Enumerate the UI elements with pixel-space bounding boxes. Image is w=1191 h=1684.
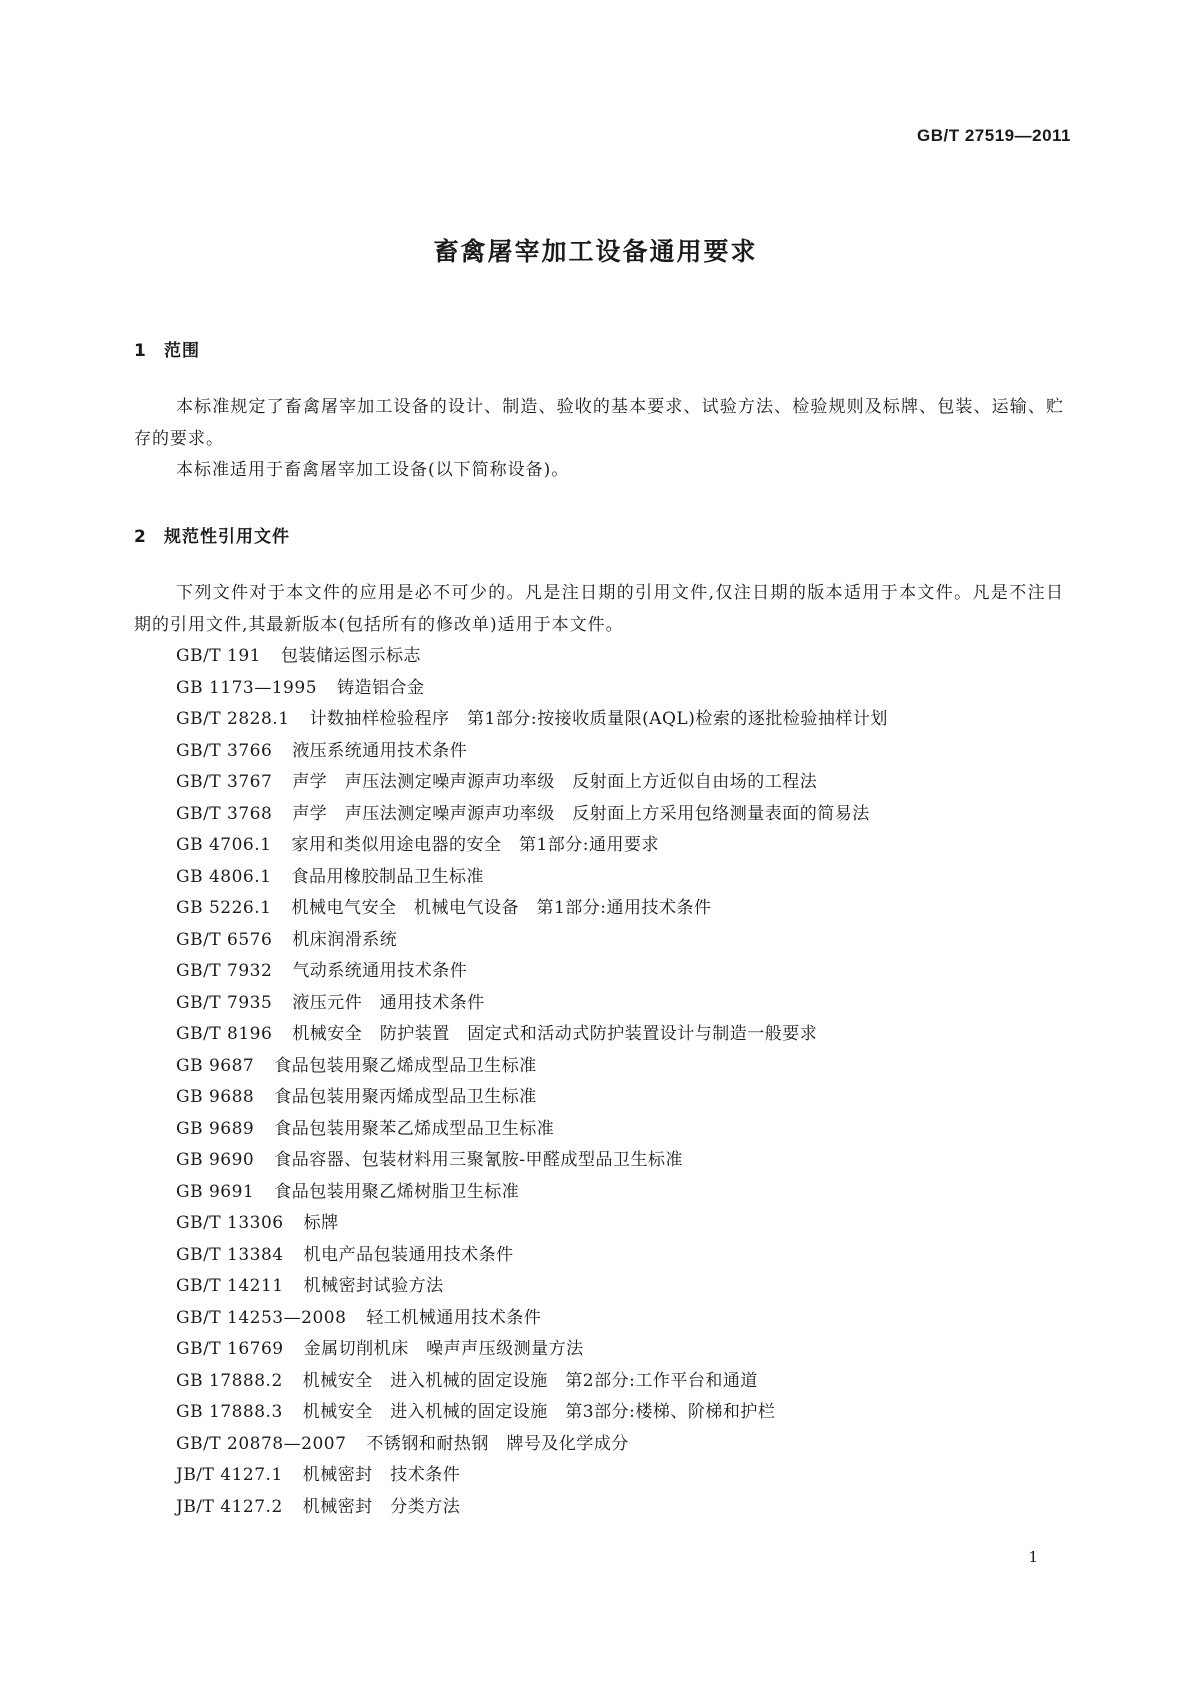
paragraph: 本标准规定了畜禽屠宰加工设备的设计、制造、验收的基本要求、试验方法、检验规则及标牌、包装、运输、贮存的要求。 bbox=[134, 397, 1064, 449]
reference-title: 金属切削机床 噪声声压级测量方法 bbox=[303, 1339, 584, 1359]
reference-code: GB/T 3768 bbox=[176, 803, 273, 824]
reference-code: GB/T 2828.1 bbox=[176, 709, 290, 729]
document-title: 畜禽屠宰加工设备通用要求 bbox=[433, 237, 758, 266]
reference-code: GB 4806.1 bbox=[176, 866, 272, 887]
reference-item bbox=[176, 673, 888, 705]
reference-title: 机械密封试验方法 bbox=[303, 1276, 444, 1296]
reference-item bbox=[176, 1208, 888, 1240]
section-number: 2 bbox=[134, 527, 147, 547]
reference-item bbox=[176, 704, 888, 736]
reference-title: 液压元件 通用技术条件 bbox=[292, 992, 485, 1013]
reference-item bbox=[176, 736, 888, 768]
reference-item bbox=[176, 1177, 888, 1209]
reference-item bbox=[176, 956, 888, 988]
reference-title: 食品用橡胶制品卫生标准 bbox=[291, 866, 484, 887]
reference-title: 液压系统通用技术条件 bbox=[292, 740, 468, 761]
reference-item bbox=[176, 925, 888, 957]
reference-item bbox=[176, 1240, 888, 1272]
reference-title: 食品包装用聚丙烯成型品卫生标准 bbox=[274, 1087, 537, 1107]
reference-item bbox=[176, 1303, 888, 1335]
reference-title: 轻工机械通用技术条件 bbox=[366, 1307, 542, 1328]
reference-title: 包装储运图示标志 bbox=[281, 646, 421, 666]
reference-code: GB/T 7935 bbox=[176, 992, 273, 1013]
reference-code: GB/T 14211 bbox=[176, 1276, 284, 1296]
reference-code: GB/T 3767 bbox=[176, 772, 273, 792]
reference-item bbox=[176, 1460, 888, 1492]
reference-code: GB/T 13306 bbox=[176, 1213, 284, 1233]
page-number: 1 bbox=[1028, 1548, 1038, 1566]
reference-title: 机械安全 进入机械的固定设施 第2部分:工作平台和通道 bbox=[302, 1370, 758, 1391]
reference-item bbox=[176, 799, 888, 831]
reference-code: GB 17888.2 bbox=[176, 1370, 283, 1391]
reference-title: 机电产品包装通用技术条件 bbox=[303, 1244, 514, 1265]
reference-title: 家用和类似用途电器的安全 第1部分:通用要求 bbox=[291, 835, 660, 855]
reference-item bbox=[176, 767, 888, 799]
reference-item bbox=[176, 830, 888, 862]
reference-title: 机械密封 分类方法 bbox=[302, 1496, 461, 1517]
reference-item bbox=[176, 1429, 888, 1461]
paragraph: 本标准适用于畜禽屠宰加工设备(以下简称设备)。 bbox=[176, 460, 570, 480]
reference-item bbox=[176, 1271, 888, 1303]
reference-code: JB/T 4127.2 bbox=[176, 1496, 283, 1517]
section-title: 规范性引用文件 bbox=[164, 527, 290, 547]
standard-code: GB/T 27519—2011 bbox=[917, 126, 1071, 145]
reference-item bbox=[176, 1397, 888, 1429]
reference-title: 气动系统通用技术条件 bbox=[292, 961, 468, 981]
reference-item bbox=[176, 862, 888, 894]
reference-code: GB 17888.3 bbox=[176, 1402, 283, 1422]
reference-code: GB/T 6576 bbox=[176, 929, 273, 950]
reference-title: 食品包装用聚乙烯成型品卫生标准 bbox=[274, 1055, 537, 1076]
section-heading-scope bbox=[134, 336, 200, 361]
reference-item bbox=[176, 1334, 888, 1366]
paragraph: 下列文件对于本文件的应用是必不可少的。凡是注日期的引用文件,仅注日期的版本适用于本文件。凡是不注日期的引用文件,其最新版本(包括所有的修改单)适用于本文件。 bbox=[134, 583, 1064, 635]
section-heading-normative-references bbox=[134, 522, 290, 547]
reference-item bbox=[176, 1145, 888, 1177]
reference-code: GB 9691 bbox=[176, 1181, 255, 1202]
reference-item bbox=[176, 1492, 888, 1524]
reference-item bbox=[176, 988, 888, 1020]
reference-title: 不锈钢和耐热钢 牌号及化学成分 bbox=[366, 1433, 629, 1454]
reference-code: GB 1173—1995 bbox=[176, 677, 318, 698]
reference-title: 机械安全 进入机械的固定设施 第3部分:楼梯、阶梯和护栏 bbox=[302, 1402, 776, 1422]
reference-code: GB/T 3766 bbox=[176, 740, 273, 761]
reference-item bbox=[176, 893, 888, 925]
reference-title: 食品容器、包装材料用三聚氰胺-甲醛成型品卫生标准 bbox=[274, 1150, 683, 1170]
reference-code: JB/T 4127.1 bbox=[176, 1465, 283, 1485]
reference-title: 食品包装用聚乙烯树脂卫生标准 bbox=[274, 1181, 520, 1202]
reference-code: GB 9689 bbox=[176, 1118, 255, 1139]
reference-list bbox=[176, 641, 888, 1523]
reference-item bbox=[176, 1114, 888, 1146]
reference-code: GB/T 20878—2007 bbox=[176, 1433, 347, 1454]
reference-code: GB 9690 bbox=[176, 1150, 255, 1170]
reference-code: GB 5226.1 bbox=[176, 898, 272, 918]
section-title: 范围 bbox=[164, 341, 200, 361]
reference-code: GB/T 13384 bbox=[176, 1244, 284, 1265]
reference-item bbox=[176, 1082, 888, 1114]
section-number: 1 bbox=[134, 341, 147, 361]
reference-title: 机械密封 技术条件 bbox=[302, 1465, 461, 1485]
reference-code: GB 9688 bbox=[176, 1087, 255, 1107]
reference-item bbox=[176, 1051, 888, 1083]
reference-title: 机械安全 防护装置 固定式和活动式防护装置设计与制造一般要求 bbox=[292, 1024, 818, 1044]
reference-code: GB/T 191 bbox=[176, 646, 261, 666]
reference-code: GB 4706.1 bbox=[176, 835, 272, 855]
reference-item bbox=[176, 641, 888, 673]
reference-code: GB/T 14253—2008 bbox=[176, 1307, 347, 1328]
reference-code: GB/T 16769 bbox=[176, 1339, 284, 1359]
reference-title: 机床润滑系统 bbox=[292, 929, 398, 950]
reference-title: 标牌 bbox=[303, 1213, 339, 1233]
reference-item bbox=[176, 1019, 888, 1051]
reference-title: 食品包装用聚苯乙烯成型品卫生标准 bbox=[274, 1118, 555, 1139]
reference-code: GB 9687 bbox=[176, 1055, 255, 1076]
reference-title: 声学 声压法测定噪声源声功率级 反射面上方近似自由场的工程法 bbox=[292, 772, 818, 792]
reference-title: 机械电气安全 机械电气设备 第1部分:通用技术条件 bbox=[291, 898, 712, 918]
reference-title: 铸造铝合金 bbox=[337, 677, 425, 698]
reference-code: GB/T 7932 bbox=[176, 961, 273, 981]
reference-title: 声学 声压法测定噪声源声功率级 反射面上方采用包络测量表面的简易法 bbox=[292, 803, 870, 824]
reference-item bbox=[176, 1366, 888, 1398]
reference-code: GB/T 8196 bbox=[176, 1024, 273, 1044]
reference-title: 计数抽样检验程序 第1部分:按接收质量限(AQL)检索的逐批检验抽样计划 bbox=[309, 709, 888, 729]
